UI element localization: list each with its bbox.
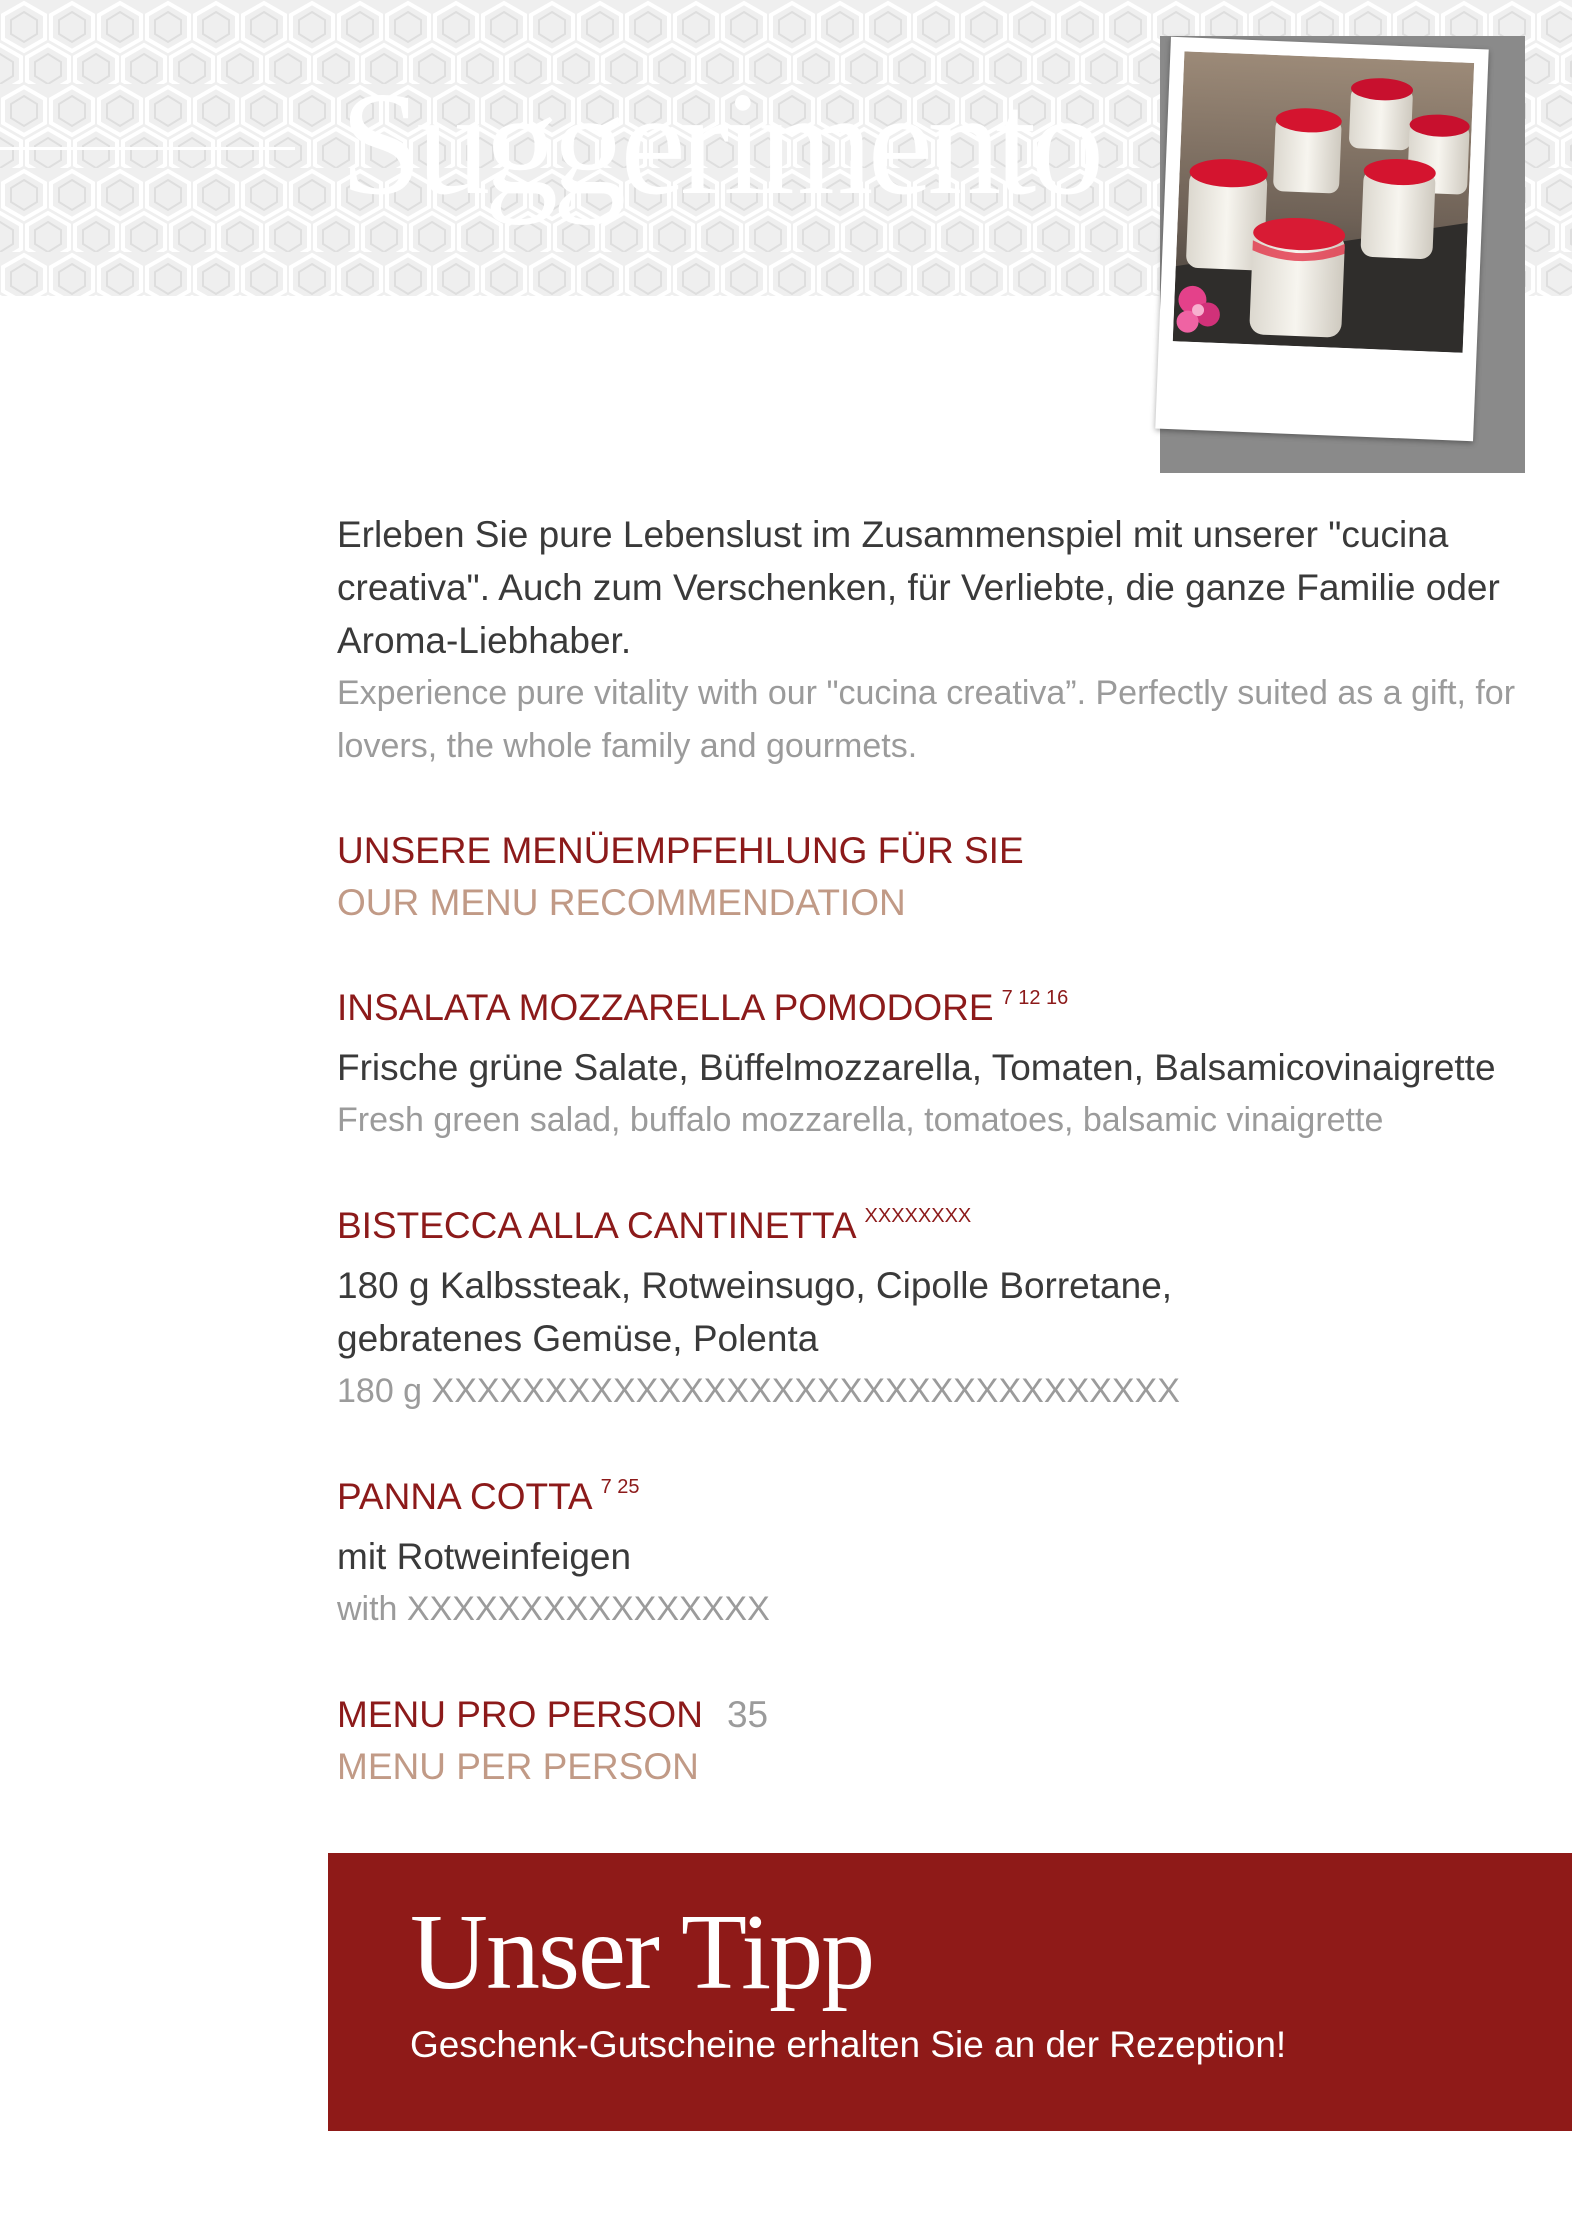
menu-price-label-german: MENU PRO PERSON 35 <box>337 1694 769 1735</box>
dish-description-german: 180 g Kalbssteak, Rotweinsugo, Cipolle Borretane, <box>337 1265 1173 1306</box>
dish-description-german: mit Rotweinfeigen <box>337 1536 632 1577</box>
menu-price-value: 35 <box>726 1694 769 1735</box>
intro-german: Erleben Sie pure Lebenslust im Zusammenspiel mit unserer "cucina creativa". Auch zum Verschenken, für Verliebte, die ganze Familie oder Aroma-Liebhaber. <box>337 514 1500 661</box>
dish-insalata <box>337 981 1537 1147</box>
menu-price-label-english: MENU PER PERSON <box>337 1746 699 1787</box>
dish-title: PANNA COTTA $^{7 25}$ <box>337 1476 640 1517</box>
dish-bistecca <box>337 1199 1537 1418</box>
tip-title: Unser Tipp <box>410 1893 874 2012</box>
allergen-codes: 7 25 <box>600 1476 640 1498</box>
menu-price <box>337 1688 1537 1793</box>
dish-title: INSALATA MOZZARELLA POMODORE $^{7 12 16}$ <box>337 987 1069 1028</box>
header-rule <box>0 147 295 150</box>
section-heading-german: UNSERE MENÜEMPFEHLUNG FÜR SIE <box>337 830 1024 871</box>
dish-description-english: Fresh green salad, buffalo mozzarella, tomatoes, balsamic vinaigrette <box>337 1101 1384 1139</box>
dish-description-german-cont: gebratenes Gemüse, Polenta <box>337 1318 819 1359</box>
allergen-codes: 7 12 16 <box>1001 987 1069 1009</box>
intro-english: Experience pure vitality with our "cucina creativa”. Perfectly suited as a gift, for lovers, the whole family and gourmets. <box>337 674 1516 765</box>
page-title: Suggerimento <box>340 62 1099 226</box>
dish-description-english: with XXXXXXXXXXXXXXXX <box>337 1590 770 1628</box>
panna-cotta-photo <box>1155 37 1488 441</box>
dish-title: BISTECCA ALLA CANTINETTA $^{XXXXXXXX}$ <box>337 1205 972 1246</box>
tip-text: Geschenk-Gutscheine erhalten Sie an der Rezeption! <box>410 2024 1287 2065</box>
section-heading-english: OUR MENU RECOMMENDATION <box>337 882 906 923</box>
tip-banner <box>328 1853 1572 2131</box>
menu-content <box>337 508 1537 1793</box>
dish-description-german: Frische grüne Salate, Büffelmozzarella, Tomaten, Balsamicovinaigrette <box>337 1047 1496 1088</box>
dessert-glasses-image <box>1173 51 1474 352</box>
dish-panna-cotta <box>337 1470 1537 1636</box>
dish-description-english: 180 g XXXXXXXXXXXXXXXXXXXXXXXXXXXXXXXXX <box>337 1372 1180 1410</box>
allergen-codes: XXXXXXXX <box>864 1205 972 1227</box>
